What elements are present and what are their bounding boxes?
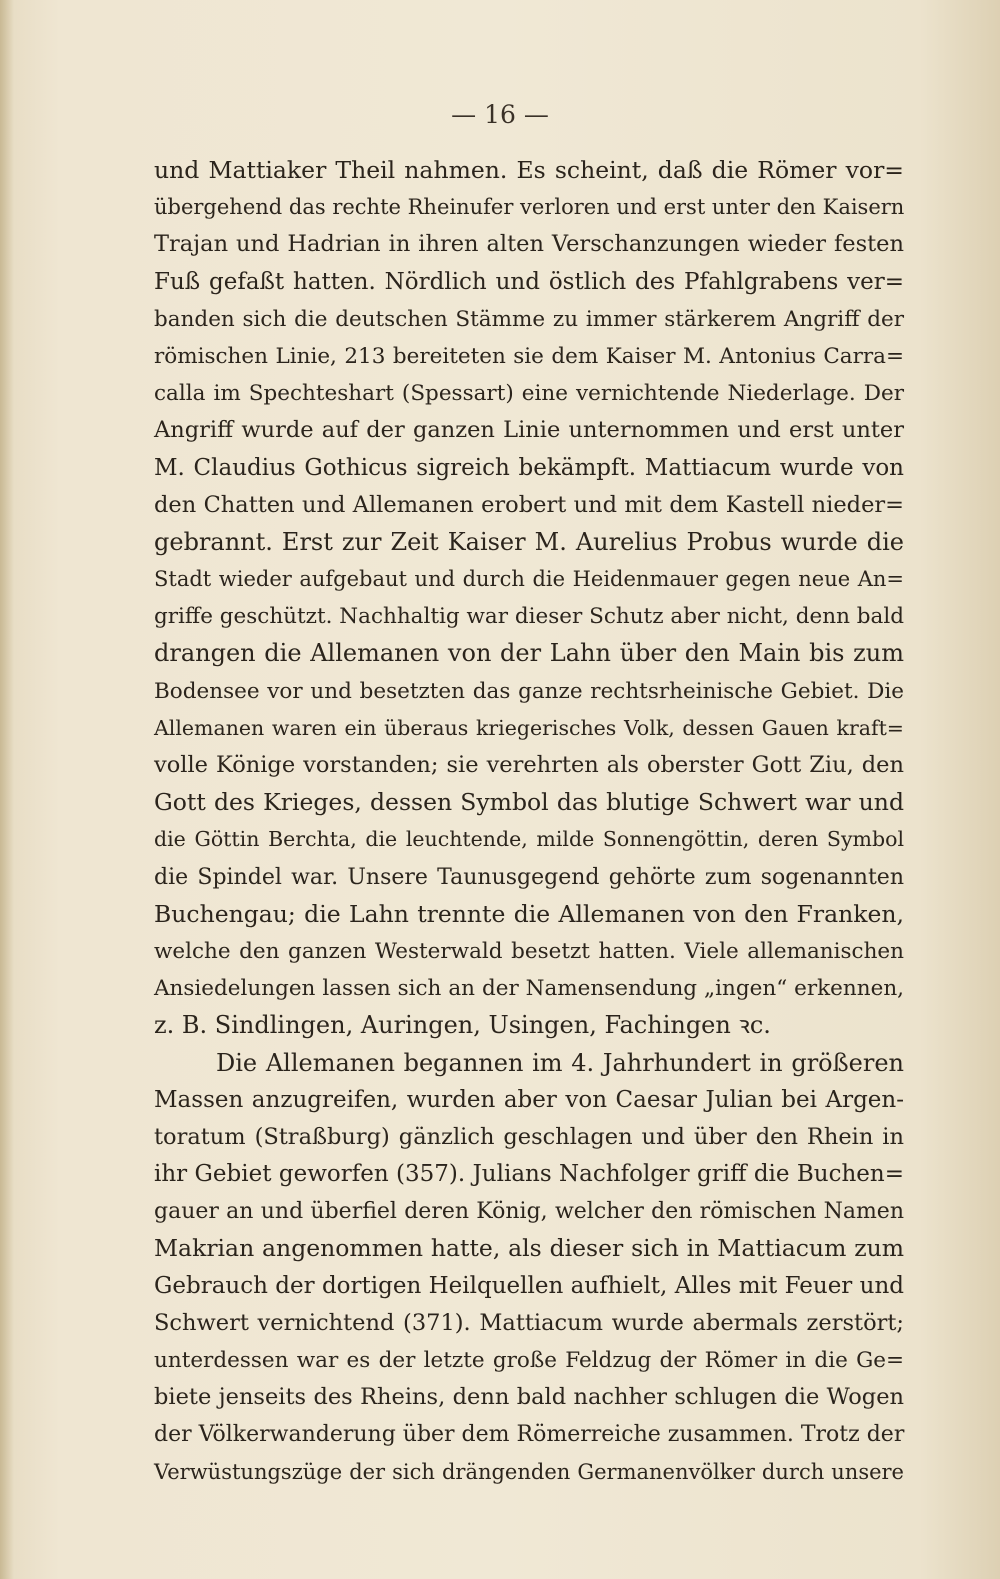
- body-text: [154, 152, 904, 1491]
- text-line: der Völkerwanderung über dem Römerreiche zusammen. Trotz der: [154, 1422, 905, 1448]
- text-line: Buchengau; die Lahn trennte die Allemanen von den Franken,: [154, 899, 904, 928]
- page-number: — 16 —: [451, 100, 549, 129]
- text-line: Die Allemanen begannen im 4. Jahrhundert in größeren: [216, 1048, 904, 1077]
- text-line: drangen die Allemanen von der Lahn über den Main bis zum: [154, 639, 904, 668]
- text-line: Ansiedelungen lassen sich an der Namensendung „ingen“ erkennen,: [154, 976, 904, 1002]
- text-line: Trajan und Hadrian in ihren alten Verschanzungen wieder festen: [154, 231, 904, 258]
- text-line: banden sich die deutschen Stämme zu immer stärkerem Angriff der: [154, 306, 904, 332]
- text-line: die Spindel war. Unsere Taunusgegend gehörte zum sogenannten: [154, 864, 904, 890]
- text-line: gebrannt. Erst zur Zeit Kaiser M. Aurelius Probus wurde die: [154, 527, 904, 556]
- text-line: die Göttin Berchta, die leuchtende, milde Sonnengöttin, deren Symbol: [154, 827, 904, 852]
- text-line: welche den ganzen Westerwald besetzt hatten. Viele allemanischen: [154, 938, 904, 964]
- text-line: volle Könige vorstanden; sie verehrten als oberster Gott Ziu, den: [154, 752, 904, 778]
- text-line: Makrian angenommen hatte, als dieser sich in Mattiacum zum: [154, 1234, 904, 1263]
- text-line: Fuß gefaßt hatten. Nördlich und östlich des Pfahlgrabens ver=: [154, 268, 904, 295]
- text-line: Gott des Krieges, dessen Symbol das blutige Schwert war und: [154, 788, 904, 817]
- text-line: Bodensee vor und besetzten das ganze rechtsrheinische Gebiet. Die: [154, 678, 904, 704]
- text-line: toratum (Straßburg) gänzlich geschlagen und über den Rhein in: [154, 1123, 904, 1150]
- text-line: Stadt wieder aufgebaut und durch die Heidenmauer gegen neue An=: [154, 567, 904, 592]
- text-line: Schwert vernichtend (371). Mattiacum wurde abermals zerstört;: [154, 1309, 904, 1336]
- text-line: den Chatten und Allemanen erobert und mit dem Kastell nieder=: [154, 491, 904, 518]
- text-line: z. B. Sindlingen, Auringen, Usingen, Fachingen ꝛc.: [154, 1011, 771, 1040]
- text-line: Verwüstungszüge der sich drängenden Germanenvölker durch unsere: [154, 1459, 904, 1484]
- text-line: römischen Linie, 213 bereiteten sie dem Kaiser M. Antonius Carra=: [154, 343, 904, 369]
- text-line: Allemanen waren ein überaus kriegerisches Volk, dessen Gauen kraft=: [154, 715, 904, 740]
- text-line: unterdessen war es der letzte große Feldzug der Römer in die Ge=: [154, 1348, 904, 1373]
- text-line: calla im Spechteshart (Spessart) eine vernichtende Niederlage. Der: [154, 381, 904, 407]
- text-line: M. Claudius Gothicus sigreich bekämpft. Mattiacum wurde von: [154, 454, 904, 481]
- text-line: ihr Gebiet geworfen (357). Julians Nachfolger griff die Buchen=: [154, 1161, 904, 1188]
- text-line: Gebrauch der dortigen Heilquellen aufhielt, Alles mit Feuer und: [154, 1272, 904, 1299]
- page-gutter-shadow: [0, 0, 14, 1579]
- text-line: und Mattiaker Theil nahmen. Es scheint, daß die Römer vor=: [154, 156, 904, 184]
- text-line: gauer an und überfiel deren König, welcher den römischen Namen: [154, 1199, 904, 1225]
- text-line: griffe geschützt. Nachhaltig war dieser Schutz aber nicht, denn bald: [154, 604, 904, 630]
- text-line: biete jenseits des Rheins, denn bald nachher schlugen die Wogen: [154, 1384, 904, 1411]
- text-line: übergehend das rechte Rheinufer verloren und erst unter den Kaisern: [154, 195, 905, 220]
- text-line: Angriff wurde auf der ganzen Linie unternommen und erst unter: [154, 417, 904, 444]
- text-line: Massen anzugreifen, wurden aber von Caesar Julian bei Argen-: [154, 1086, 904, 1113]
